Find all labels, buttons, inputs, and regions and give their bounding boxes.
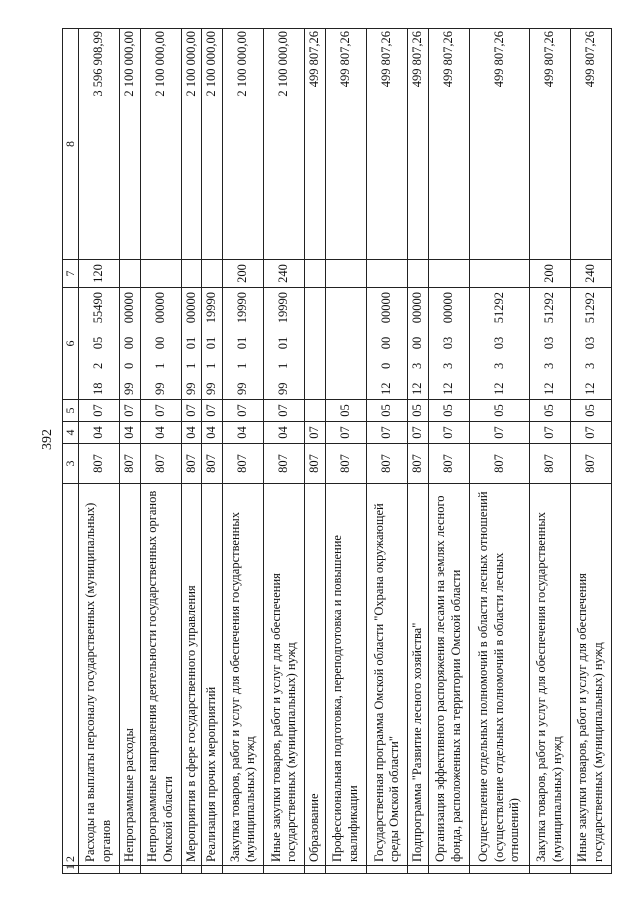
table-row xyxy=(120,29,141,874)
target-article-part: 3 xyxy=(583,362,598,369)
table-row xyxy=(367,29,408,874)
cell-subsection: 07 xyxy=(264,400,305,422)
target-article-part: 00000 xyxy=(441,292,456,324)
target-article-part: 1 xyxy=(204,362,219,369)
target-article-part: 03 xyxy=(491,336,506,350)
cell-code: 807 xyxy=(181,444,202,484)
cell-expense-type: 200 xyxy=(223,260,264,288)
cell-code: 807 xyxy=(223,444,264,484)
cell-section: 04 xyxy=(79,422,120,444)
target-article-part: 05 xyxy=(91,336,106,350)
row-name: Реализация прочих мероприятий xyxy=(202,484,223,866)
cell-amount: 499 807,26 xyxy=(469,29,529,260)
cell-amount: 3 596 908,99 xyxy=(79,29,120,260)
cell-col-1 xyxy=(367,866,408,874)
cell-amount: 499 807,26 xyxy=(529,29,570,260)
row-name: Осуществление отдельных полномочий в области лесных отношений (осуществление отдельных полномочий в области лесных отношений) xyxy=(469,484,529,866)
cell-code: 807 xyxy=(325,444,366,484)
cell-code: 807 xyxy=(79,444,120,484)
cell-amount: 2 100 000,00 xyxy=(181,29,202,260)
target-article-part: 1 xyxy=(235,362,250,369)
cell-col-1 xyxy=(570,866,611,874)
cell-expense-type xyxy=(140,260,181,288)
cell-col-1 xyxy=(202,866,223,874)
target-article-part: 19990 xyxy=(276,292,291,324)
table-row xyxy=(264,29,305,874)
cell-subsection: 07 xyxy=(120,400,141,422)
target-article-part: 3 xyxy=(441,362,456,369)
target-article-part: 12 xyxy=(583,382,598,395)
cell-subsection: 05 xyxy=(570,400,611,422)
row-name: Закупка товаров, работ и услуг для обеспечения государственных (муниципальных) нужд xyxy=(529,484,570,866)
cell-section: 07 xyxy=(305,422,326,444)
cell-target-article xyxy=(469,288,529,400)
cell-expense-type xyxy=(428,260,469,288)
cell-section: 07 xyxy=(529,422,570,444)
table-row xyxy=(140,29,181,874)
cell-subsection: 05 xyxy=(367,400,408,422)
table-body xyxy=(79,29,612,874)
cell-target-article xyxy=(428,288,469,400)
cell-section: 07 xyxy=(408,422,429,444)
header-col-5: 5 xyxy=(63,400,79,422)
row-name: Непрограммные расходы xyxy=(120,484,141,866)
cell-amount: 499 807,26 xyxy=(570,29,611,260)
target-article-part: 18 xyxy=(91,382,106,395)
cell-target-article xyxy=(529,288,570,400)
target-article-parts xyxy=(91,291,107,396)
cell-code: 807 xyxy=(264,444,305,484)
target-article-part: 03 xyxy=(441,336,456,350)
cell-amount: 499 807,26 xyxy=(325,29,366,260)
target-article-part: 00 xyxy=(122,336,137,350)
header-col-1: 1 xyxy=(63,866,79,874)
target-article-part: 12 xyxy=(491,382,506,395)
target-article-part: 99 xyxy=(235,382,250,395)
cell-code: 807 xyxy=(367,444,408,484)
cell-subsection: 05 xyxy=(325,400,366,422)
cell-target-article xyxy=(408,288,429,400)
target-article-part: 51292 xyxy=(541,292,556,324)
cell-expense-type xyxy=(202,260,223,288)
cell-expense-type: 240 xyxy=(264,260,305,288)
cell-subsection: 07 xyxy=(140,400,181,422)
target-article-part: 3 xyxy=(491,362,506,369)
target-article-part: 00000 xyxy=(410,292,425,324)
cell-amount: 2 100 000,00 xyxy=(223,29,264,260)
row-name: Подпрограмма "Развитие лесного хозяйства" xyxy=(408,484,429,866)
target-article-parts xyxy=(492,291,508,396)
target-article-part: 19990 xyxy=(204,292,219,324)
budget-table xyxy=(62,28,612,874)
cell-col-1 xyxy=(79,866,120,874)
cell-code: 807 xyxy=(408,444,429,484)
cell-subsection: 07 xyxy=(202,400,223,422)
cell-col-1 xyxy=(529,866,570,874)
header-col-2: 2 xyxy=(63,484,79,866)
target-article-part: 00 xyxy=(410,336,425,350)
header-col-6: 6 xyxy=(63,288,79,400)
table-row xyxy=(181,29,202,874)
target-article-part: 03 xyxy=(541,336,556,350)
row-name: Иные закупки товаров, работ и услуг для обеспечения государственных (муниципальных) нужд xyxy=(570,484,611,866)
cell-expense-type xyxy=(367,260,408,288)
target-article-part: 99 xyxy=(276,382,291,395)
target-article-part: 3 xyxy=(410,362,425,369)
target-article-part: 12 xyxy=(541,382,556,395)
target-article-part: 00000 xyxy=(153,292,167,324)
cell-expense-type xyxy=(408,260,429,288)
table-row xyxy=(223,29,264,874)
cell-section: 07 xyxy=(469,422,529,444)
target-article-part: 00 xyxy=(379,336,394,350)
cell-expense-type xyxy=(120,260,141,288)
cell-amount: 2 100 000,00 xyxy=(120,29,141,260)
header-col-7: 7 xyxy=(63,260,79,288)
cell-code: 807 xyxy=(305,444,326,484)
target-article-part: 99 xyxy=(153,382,167,395)
cell-amount: 2 100 000,00 xyxy=(264,29,305,260)
row-name: Непрограммные направления деятельности государственных органов Омской области xyxy=(140,484,181,866)
target-article-part: 19990 xyxy=(235,292,250,324)
cell-amount: 499 807,26 xyxy=(428,29,469,260)
cell-code: 807 xyxy=(202,444,223,484)
cell-amount: 2 100 000,00 xyxy=(202,29,223,260)
row-name: Организация эффективного распоряжения лесами на землях лесного фонда, расположенных на территории Омской области xyxy=(428,484,469,866)
cell-col-1 xyxy=(325,866,366,874)
cell-col-1 xyxy=(120,866,141,874)
cell-section: 07 xyxy=(428,422,469,444)
cell-expense-type xyxy=(305,260,326,288)
target-article-parts xyxy=(184,291,200,396)
cell-section: 04 xyxy=(202,422,223,444)
target-article-part: 01 xyxy=(235,336,250,350)
cell-amount: 499 807,26 xyxy=(408,29,429,260)
cell-target-article xyxy=(305,288,326,400)
cell-section: 07 xyxy=(570,422,611,444)
cell-code: 807 xyxy=(140,444,181,484)
table-row xyxy=(428,29,469,874)
target-article-parts xyxy=(410,291,426,396)
target-article-parts xyxy=(153,291,169,396)
cell-target-article xyxy=(570,288,611,400)
target-article-parts xyxy=(542,291,558,396)
table-row xyxy=(325,29,366,874)
cell-section: 07 xyxy=(325,422,366,444)
cell-code: 807 xyxy=(120,444,141,484)
cell-section: 04 xyxy=(140,422,181,444)
row-name: Расходы на выплаты персоналу государственных (муниципальных) органов xyxy=(79,484,120,866)
target-article-part: 0 xyxy=(122,362,137,369)
target-article-part: 2 xyxy=(91,362,106,369)
target-article-part: 01 xyxy=(204,336,219,350)
target-article-part: 03 xyxy=(583,336,598,350)
row-name: Иные закупки товаров, работ и услуг для обеспечения государственных (муниципальных) нужд xyxy=(264,484,305,866)
cell-code: 807 xyxy=(428,444,469,484)
target-article-part: 01 xyxy=(183,336,198,350)
target-article-part: 51292 xyxy=(583,292,598,324)
cell-subsection: 05 xyxy=(428,400,469,422)
cell-target-article xyxy=(264,288,305,400)
cell-section: 04 xyxy=(181,422,202,444)
table-row xyxy=(570,29,611,874)
cell-target-article xyxy=(325,288,366,400)
cell-code: 807 xyxy=(469,444,529,484)
cell-subsection: 07 xyxy=(181,400,202,422)
cell-col-1 xyxy=(140,866,181,874)
header-col-4: 4 xyxy=(63,422,79,444)
cell-target-article xyxy=(367,288,408,400)
target-article-part: 0 xyxy=(379,362,394,369)
target-article-parts xyxy=(583,291,599,396)
cell-expense-type xyxy=(325,260,366,288)
cell-col-1 xyxy=(264,866,305,874)
target-article-parts xyxy=(276,291,292,396)
row-name: Государственная программа Омской области "Охрана окружающей среды Омской области" xyxy=(367,484,408,866)
cell-subsection: 07 xyxy=(79,400,120,422)
target-article-part: 1 xyxy=(153,362,167,369)
cell-expense-type: 240 xyxy=(570,260,611,288)
cell-expense-type: 120 xyxy=(79,260,120,288)
cell-col-1 xyxy=(223,866,264,874)
cell-amount: 499 807,26 xyxy=(367,29,408,260)
cell-target-article xyxy=(120,288,141,400)
cell-col-1 xyxy=(305,866,326,874)
target-article-parts xyxy=(379,291,395,396)
target-article-part: 99 xyxy=(204,382,219,395)
cell-subsection: 05 xyxy=(529,400,570,422)
row-name: Мероприятия в сфере государственного управления xyxy=(181,484,202,866)
cell-subsection: 07 xyxy=(223,400,264,422)
rotated-table-container xyxy=(62,29,612,874)
cell-target-article xyxy=(181,288,202,400)
cell-target-article xyxy=(223,288,264,400)
table-row xyxy=(79,29,120,874)
cell-col-1 xyxy=(181,866,202,874)
target-article-part: 01 xyxy=(276,336,291,350)
target-article-part: 12 xyxy=(379,382,394,395)
target-article-part: 51292 xyxy=(491,292,506,324)
cell-section: 04 xyxy=(264,422,305,444)
row-name: Образование xyxy=(305,484,326,866)
cell-target-article xyxy=(140,288,181,400)
cell-expense-type xyxy=(181,260,202,288)
page-number: 392 xyxy=(40,429,55,450)
cell-section: 07 xyxy=(367,422,408,444)
cell-amount: 499 807,26 xyxy=(305,29,326,260)
cell-subsection xyxy=(305,400,326,422)
table-row xyxy=(469,29,529,874)
target-article-part: 12 xyxy=(441,382,456,395)
target-article-part: 1 xyxy=(276,362,291,369)
cell-expense-type: 200 xyxy=(529,260,570,288)
target-article-part: 99 xyxy=(122,382,137,395)
table-row xyxy=(202,29,223,874)
cell-target-article xyxy=(79,288,120,400)
row-name: Профессиональная подготовка, переподготовка и повышение квалификации xyxy=(325,484,366,866)
cell-subsection: 05 xyxy=(408,400,429,422)
target-article-parts xyxy=(235,291,251,396)
target-article-parts xyxy=(441,291,457,396)
cell-section: 04 xyxy=(223,422,264,444)
target-article-part: 3 xyxy=(541,362,556,369)
target-article-part: 00 xyxy=(153,336,167,350)
cell-code: 807 xyxy=(570,444,611,484)
target-article-part: 99 xyxy=(183,382,198,395)
target-article-parts xyxy=(122,291,138,396)
table-row xyxy=(305,29,326,874)
cell-target-article xyxy=(202,288,223,400)
header-col-3: 3 xyxy=(63,444,79,484)
cell-expense-type xyxy=(469,260,529,288)
cell-col-1 xyxy=(408,866,429,874)
target-article-parts xyxy=(204,291,220,396)
cell-col-1 xyxy=(428,866,469,874)
target-article-part: 12 xyxy=(410,382,425,395)
target-article-part: 1 xyxy=(183,362,198,369)
cell-col-1 xyxy=(469,866,529,874)
cell-subsection: 05 xyxy=(469,400,529,422)
header-row xyxy=(63,29,79,874)
table-row xyxy=(529,29,570,874)
target-article-part: 00000 xyxy=(122,292,137,324)
row-name: Закупка товаров, работ и услуг для обеспечения государственных (муниципальных) нужд xyxy=(223,484,264,866)
target-article-part: 00000 xyxy=(379,292,394,324)
table-row xyxy=(408,29,429,874)
cell-code: 807 xyxy=(529,444,570,484)
target-article-part: 00000 xyxy=(183,292,198,324)
cell-section: 04 xyxy=(120,422,141,444)
cell-amount: 2 100 000,00 xyxy=(140,29,181,260)
header-col-8: 8 xyxy=(63,29,79,260)
target-article-part: 55490 xyxy=(91,292,106,324)
